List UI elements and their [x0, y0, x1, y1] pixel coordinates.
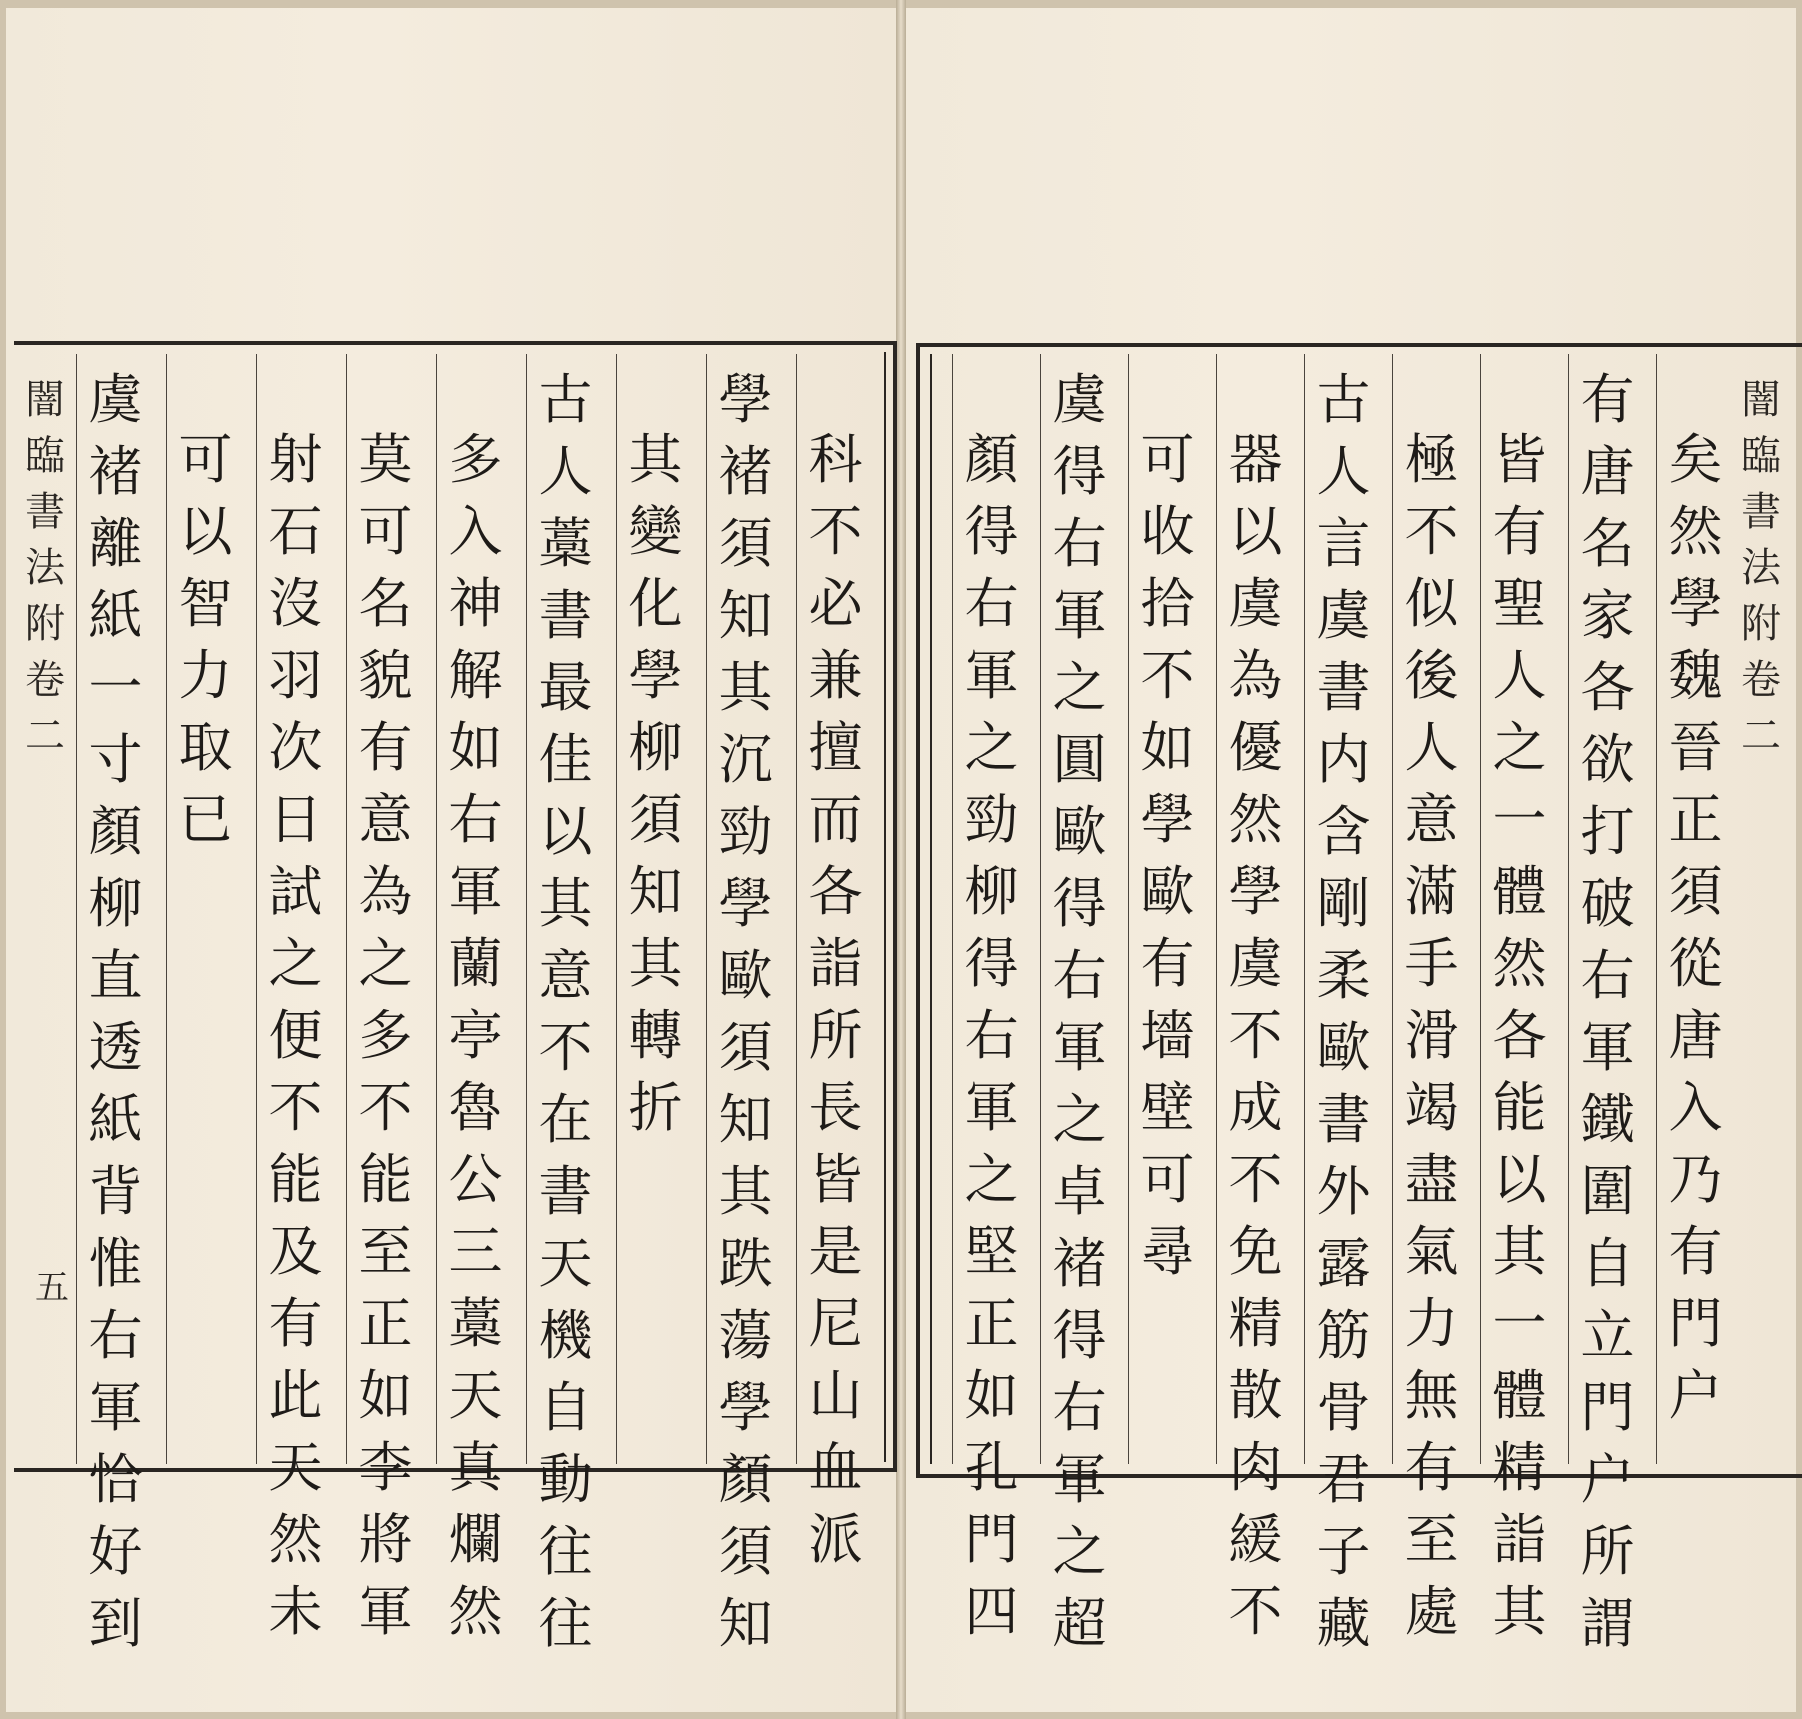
- right-margin-title: 闇臨書法附卷二: [1741, 377, 1781, 759]
- right-column-4: 極不似後人意滿手滑竭盡氣力無有至處: [1392, 354, 1470, 1464]
- left-column-2: 學褚須知其沉勁學歐須知其跌蕩學顏須知: [706, 354, 784, 1464]
- left-column-8: 可以智力取已: [166, 354, 244, 1464]
- folio-number: 五: [35, 1268, 69, 1308]
- left-column-9: 虞褚離紙一寸顏柳直透紙背惟右軍恰好到: [76, 354, 154, 1464]
- left-column-1: 科不必兼擅而各詣所長皆是尼山血派: [796, 354, 874, 1464]
- right-column-1: 矣然學魏晉正須從唐入乃有門户: [1656, 354, 1734, 1464]
- left-column-6: 莫可名貌有意為之多不能至正如李將軍: [346, 354, 424, 1464]
- left-inner-border: [884, 352, 886, 1462]
- left-column-3: 其變化學柳須知其轉折: [616, 354, 694, 1464]
- right-column-3: 皆有聖人之一體然各能以其一體精詣其: [1480, 354, 1558, 1464]
- right-column-7: 可收拾不如學歐有墻壁可尋: [1128, 354, 1206, 1464]
- right-column-9: 顏得右軍之勁柳得右軍之堅正如孔門四: [952, 354, 1030, 1464]
- left-column-5: 多入神解如右軍蘭亭魯公三藁天真爛然: [436, 354, 514, 1464]
- right-column-2: 有唐名家各欲打破右軍鐵圍自立門户所謂: [1568, 354, 1646, 1464]
- left-column-4: 古人藁書最佳以其意不在書天機自動往往: [526, 354, 604, 1464]
- left-column-7: 射石沒羽次日試之便不能及有此天然未: [256, 354, 334, 1464]
- book-gutter: [896, 0, 906, 1719]
- right-inner-border: [930, 354, 932, 1464]
- right-column-6: 器以虞為優然學虞不成不免精散肉緩不: [1216, 354, 1294, 1464]
- right-column-8: 虞得右軍之圓歐得右軍之卓褚得右軍之超: [1040, 354, 1118, 1464]
- right-column-5: 古人言虞書内含剛柔歐書外露筋骨君子藏: [1304, 354, 1382, 1464]
- left-margin-title: 闇臨書法附卷二: [25, 377, 65, 759]
